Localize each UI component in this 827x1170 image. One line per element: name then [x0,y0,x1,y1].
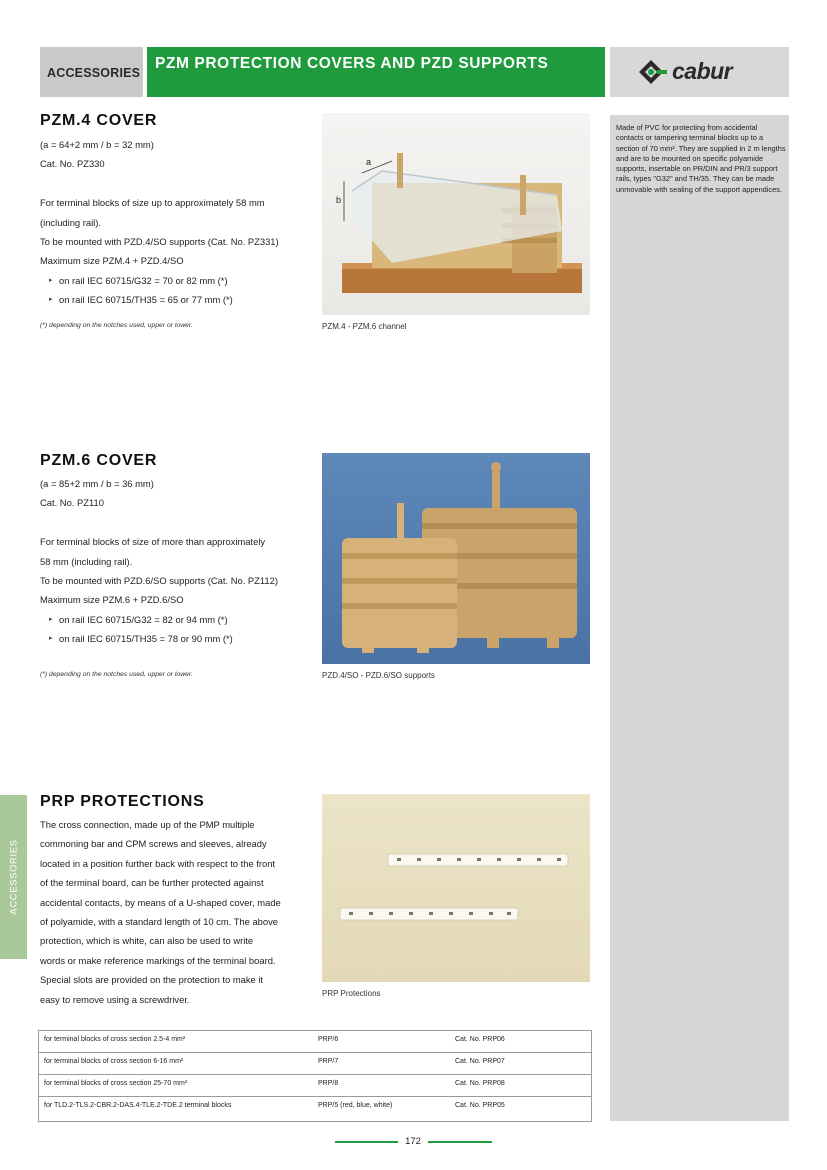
prp-strips-illustration [322,794,590,982]
page-title: PZM PROTECTION COVERS AND PZD SUPPORTS [155,55,549,72]
row-type: PRP/5 (red, blue, white) [318,1102,393,1109]
prp-line-9: Special slots are provided on the protection to make it [40,974,264,986]
header-section-label [40,47,143,97]
pzm6-max: Maximum size PZM.6 + PZD.6/SO [40,594,184,606]
table-row [39,1031,591,1053]
row-type: PRP/6 [318,1036,339,1043]
prp-line-6: of polyamide, with a standard length of 10 cm. The above [40,916,278,928]
pzm4-product-photo [322,113,590,315]
prp-line-8: words or make reference markings of the terminal board. [40,954,276,966]
header-title-bar [147,47,605,97]
sidebar-description: Made of PVC for protecting from accidental contacts or tampering terminal blocks up to a section of 70 mm². They are supplied in 2 m lengths and are to be mounted on specific polyamide supports, insertable on PR/DIN and PR/3 support rails, types "G32" and TH/35. They can be made unmovable with sealing of the support appendices. [616,123,786,194]
side-tab-label: ACCESSORIES [8,839,19,915]
row-description: for terminal blocks of cross section 6-16 mm² [44,1058,184,1065]
page-number-rule-right [428,1141,492,1143]
pzm4-dims: (a = 64+2 mm / b = 32 mm) [40,139,154,150]
side-tab-accessories [0,795,27,959]
pzm4-desc-line2: (including rail). [40,216,101,228]
pzm4-title: PZM.4 COVER [40,112,158,129]
pzm4-label-b: b [336,195,342,205]
prp-product-table [38,1030,592,1122]
pzm4-desc-line1: For terminal blocks of size up to approximately 58 mm [40,197,265,209]
pzm4-bullet-th35: ▸ on rail IEC 60715/TH35 = 65 or 77 mm (*) [40,290,310,309]
pzm4-label-a: a [366,157,372,167]
pzm6-note: (*) depending on the notches used, upper or lower. [40,671,193,678]
prp-body [40,815,310,1009]
prp-line-7: protection, which is white, can also be used to write [40,935,254,947]
pzm6-desc-line1: For terminal blocks of size of more than approximately [40,536,266,548]
pzm4-note: (*) depending on the notches used, upper or lower. [40,322,193,329]
row-cat-number: Cat. No. PRP06 [455,1036,505,1043]
cabur-logo-icon [637,58,669,86]
pzm4-cat: Cat. No. PZ330 [40,158,105,170]
prp-product-photo [322,794,590,982]
table-row [39,1097,591,1121]
pzm4-body [40,135,310,310]
brand-logo [610,47,789,97]
pzm6-caption: PZD.4/SO - PZD.6/SO supports [322,671,435,680]
pzm6-dims: (a = 85+2 mm / b = 36 mm) [40,478,154,489]
pzm6-bullet-g32: ▸ on rail IEC 60715/G32 = 82 or 94 mm (*) [40,610,310,629]
row-cat-number: Cat. No. PRP08 [455,1080,505,1087]
row-type: PRP/8 [318,1080,339,1087]
pzm4-mount: To be mounted with PZD.4/SO supports (Cat. No. PZ331) [40,236,279,248]
prp-line-1: The cross connection, made up of the PMP multiple [40,819,255,830]
table-row [39,1075,591,1097]
pzm6-product-photo [322,453,590,664]
pzm4-bullet-g32: ▸ on rail IEC 60715/G32 = 70 or 82 mm (*) [40,271,310,290]
prp-line-4: of the terminal board, can be further protected against [40,877,264,889]
row-description: for terminal blocks of cross section 2.5-4 mm² [44,1036,186,1043]
row-type: PRP/7 [318,1058,339,1065]
pzd-supports-illustration [322,453,590,664]
prp-line-10: easy to remove using a screwdriver. [40,993,190,1005]
row-description: for terminal blocks of cross section 25-70 mm² [44,1080,188,1087]
pzm6-bullet-th35: ▸ on rail IEC 60715/TH35 = 78 or 90 mm (*) [40,629,310,648]
pzm6-title: PZM.6 COVER [40,452,158,469]
prp-title: PRP PROTECTIONS [40,793,205,810]
sidebar-panel [610,115,789,1121]
pzm6-body [40,474,310,649]
prp-line-5: accidental contacts, by means of a U-shaped cover, made [40,896,281,908]
pzm4-max: Maximum size PZM.4 + PZD.4/SO [40,255,184,267]
pzm6-cat: Cat. No. PZ110 [40,497,104,509]
prp-line-2: commoning bar and CPM screws and sleeves, already [40,838,267,850]
page-number-rule-left [335,1141,398,1143]
pzm4-caption: PZM.4 - PZM.6 channel [322,322,407,331]
page-number: 172 [405,1136,421,1147]
header-section-text: ACCESSORIES [47,66,141,80]
table-row [39,1053,591,1075]
pzm6-desc-line2: 58 mm (including rail). [40,555,133,567]
prp-caption: PRP Protections [322,989,381,998]
prp-line-3: located in a position further back with respect to the front [40,857,276,869]
logo-wordmark: cabur [672,58,733,84]
pzm4-channel-illustration [322,113,590,315]
row-cat-number: Cat. No. PRP07 [455,1058,505,1065]
row-description: for TLD.2-TLS.2-CBR.2-DAS.4-TLE.2-TDE.2 terminal blocks [44,1102,232,1109]
row-cat-number: Cat. No. PRP05 [455,1102,505,1109]
pzm6-mount: To be mounted with PZD.6/SO supports (Cat. No. PZ112) [40,575,278,587]
